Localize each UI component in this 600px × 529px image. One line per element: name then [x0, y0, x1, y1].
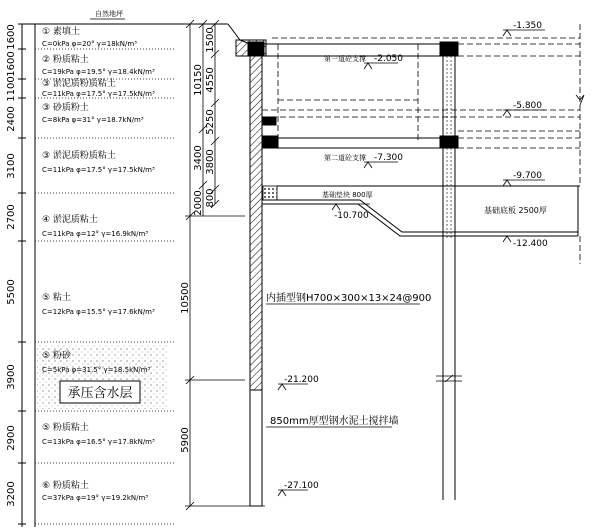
elev-pit-base: -12.400 — [513, 239, 548, 249]
stratum-name-5: ③ 淤泥质粉质粘土 — [42, 151, 116, 161]
corner-block — [263, 186, 277, 200]
stratum-name-9: ⑤ 粉质粘土 — [42, 423, 89, 433]
stratum-params-2: C=19kPa φ=19.5° γ=18.4kN/m³ — [42, 68, 155, 76]
elev-strut2: -7.300 — [374, 153, 404, 163]
stratum-params-10: C=37kPa φ=19° γ=19.2kN/m³ — [42, 494, 149, 502]
stratum-params-5: C=11kPa φ=17.5° γ=17.5kN/m³ — [42, 166, 155, 174]
stratum-params-1: C=0kPa φ=20° γ=18kN/m³ — [42, 40, 137, 48]
thickness-9: 2900 — [6, 425, 17, 451]
elev-cushion: -10.700 — [334, 211, 369, 221]
thickness-8: 3900 — [6, 364, 17, 390]
smw-wall-lower — [250, 390, 262, 506]
soil-column — [18, 24, 228, 527]
dim-800: 800 — [205, 188, 216, 208]
elev-steel-toe: -21.200 — [284, 375, 319, 385]
cushion-label: 基础垫块 800厚 — [322, 191, 373, 199]
stratum-name-3: ③ 淤泥质粉质粘土 — [42, 79, 116, 89]
waler-mid — [262, 117, 276, 125]
dim-1500: 1500 — [205, 27, 216, 53]
retaining-wall — [228, 24, 266, 506]
lattice-column — [436, 44, 462, 500]
strut-1-beam-left — [248, 42, 264, 56]
aquifer-label: 承压含水层 — [67, 386, 133, 401]
elev-top: -1.350 — [513, 21, 543, 31]
thickness-10: 3200 — [6, 481, 17, 507]
thickness-1: 1600 — [6, 24, 17, 50]
strut-2-beam-left — [262, 136, 278, 148]
stratum-params-3: C=11kPa φ=17.5° γ=17.5kN/m³ — [42, 90, 155, 98]
stratum-params-7: C=12kPa φ=15.5° γ=17.6kN/m³ — [42, 308, 155, 316]
strut-1-label: 第一道砼支撑 — [324, 55, 366, 63]
dim-3400: 3400 — [193, 145, 204, 171]
thickness-2: 1600 — [6, 51, 17, 77]
dim-5900: 5900 — [180, 427, 191, 453]
elev-strut1: -2.050 — [374, 54, 404, 64]
thickness-3: 1100 — [6, 76, 17, 102]
dim-4550: 4550 — [205, 67, 216, 93]
stratum-name-8: ⑤ 粉砂 — [42, 351, 71, 361]
elev-strut-mid: -5.800 — [513, 101, 543, 111]
stratum-name-7: ⑤ 粘土 — [42, 293, 71, 303]
thickness-4: 2400 — [6, 106, 17, 132]
dim-3800: 3800 — [205, 149, 216, 175]
stratum-params-9: C=13kPa φ=16.5° γ=17.8kN/m³ — [42, 438, 155, 446]
steel-section-hatched — [250, 44, 262, 390]
steel-section-label: 内插型钢H700×300×13×24@900 — [266, 293, 432, 304]
dim-5250: 5250 — [205, 109, 216, 135]
elev-raft-top: -9.700 — [513, 171, 543, 181]
stratum-name-1: ① 素填土 — [42, 27, 80, 37]
smw-wall-label: 850mm厚型钢水泥土搅拌墙 — [270, 416, 399, 427]
dim-10500: 10500 — [180, 282, 191, 314]
thickness-labels — [6, 24, 17, 506]
raft-label: 基础底板 2500厚 — [484, 206, 547, 215]
stratum-params-8: C=5kPa φ=31.5° γ=18.5kN/m³ — [42, 366, 151, 374]
stratum-name-4: ③ 砂质粉土 — [42, 103, 89, 113]
strata-descriptions — [42, 25, 155, 502]
stratum-name-6: ④ 淤泥质粘土 — [42, 215, 98, 225]
thickness-6: 2700 — [6, 204, 17, 230]
thickness-5: 3100 — [6, 153, 17, 179]
stratum-params-4: C=8kPa φ=31° γ=18.7kN/m³ — [42, 116, 144, 124]
stratum-name-2: ② 粉质粘土 — [42, 55, 89, 65]
strut-system — [248, 24, 580, 264]
thickness-7: 5500 — [6, 279, 17, 305]
dim-2000: 2000 — [193, 190, 204, 216]
surface-label: 自然地坪 — [95, 10, 123, 18]
strut-2-label: 第二道砼支撑 — [324, 154, 366, 162]
elev-wall-toe: -27.100 — [284, 481, 319, 491]
stratum-params-6: C=11kPa φ=12° γ=16.9kN/m³ — [42, 230, 149, 238]
dimension-values — [180, 27, 216, 452]
stratum-name-10: ⑥ 粉质粘土 — [42, 481, 89, 491]
dim-10150: 10150 — [193, 64, 204, 96]
